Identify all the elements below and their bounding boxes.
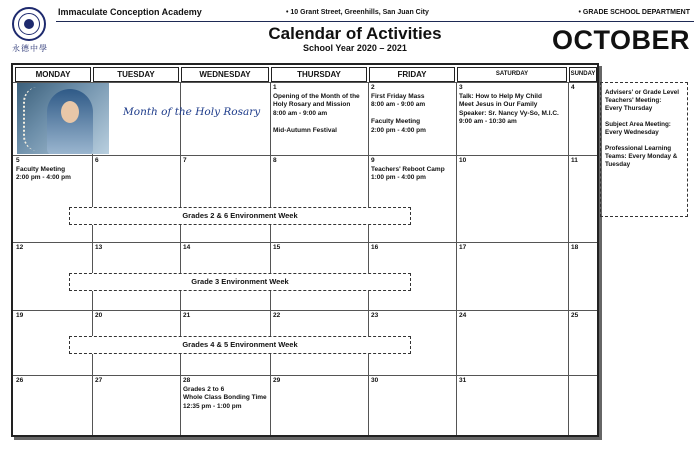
day-cell <box>456 242 568 255</box>
day-cell <box>270 82 368 138</box>
day-header-friday: FRIDAY <box>369 67 455 82</box>
event-text: Speaker: Sr. Nancy Vy-So, M.I.C. <box>459 109 559 117</box>
page-title: Calendar of Activities <box>268 24 442 43</box>
day-number: 27 <box>95 377 103 384</box>
day-number: 26 <box>16 377 24 384</box>
day-cell <box>456 375 568 388</box>
event-text: First Friday Mass <box>371 92 425 100</box>
calendar-grid <box>11 63 599 437</box>
day-number: 30 <box>371 377 379 384</box>
event-text: Mid-Autumn Festival <box>273 126 337 134</box>
school-address: • 10 Grant Street, Greenhills, San Juan City <box>286 9 429 16</box>
event-text: Holy Rosary and Mission <box>273 101 351 109</box>
virgin-mary-image <box>17 83 109 154</box>
day-cell <box>568 310 598 323</box>
day-cell <box>180 310 270 323</box>
event-text: 12:35 pm - 1:00 pm <box>183 402 242 410</box>
header-rule <box>56 21 694 22</box>
day-header-tuesday: TUESDAY <box>93 67 179 82</box>
event-text: Talk: How to Help My Child <box>459 92 542 100</box>
day-number: 9 <box>371 157 375 164</box>
schedule-note: Professional Learning Teams: Every Monday & Tuesday <box>605 145 678 168</box>
day-cell <box>270 155 368 168</box>
event-text: Faculty Meeting <box>371 118 421 126</box>
event-text: 1:00 pm - 4:00 pm <box>371 174 426 182</box>
grid-line <box>568 82 569 435</box>
day-number: 18 <box>571 244 579 251</box>
day-number: 6 <box>95 157 99 164</box>
day-number: 21 <box>183 312 191 319</box>
day-cell <box>270 375 368 388</box>
day-cell <box>180 155 270 168</box>
day-number: 12 <box>16 244 24 251</box>
day-cell <box>368 310 456 323</box>
day-cell <box>368 375 456 388</box>
environment-week-band: Grades 4 & 5 Environment Week <box>69 336 411 354</box>
day-cell <box>456 82 568 129</box>
day-number: 10 <box>459 157 467 164</box>
day-cell <box>180 375 270 413</box>
day-number: 8 <box>273 157 277 164</box>
event-text: Opening of the Month of the <box>273 92 360 100</box>
event-text: 8:00 am - 9:00 am <box>273 109 328 117</box>
school-name: Immaculate Conception Academy <box>58 7 202 17</box>
day-number: 7 <box>183 157 187 164</box>
event-text: 2:00 pm - 4:00 pm <box>16 174 71 182</box>
day-header-sunday: SUNDAY <box>569 67 597 82</box>
event-text: Teachers' Reboot Camp <box>371 165 445 173</box>
day-number: 31 <box>459 377 467 384</box>
environment-week-band: Grade 3 Environment Week <box>69 273 411 291</box>
schedule-note: Subject Area Meeting: Every Wednesday <box>605 121 671 136</box>
day-cell <box>13 375 92 388</box>
month-title: OCTOBER <box>551 25 690 55</box>
school-logo <box>12 7 46 41</box>
day-cell <box>13 155 92 185</box>
day-cell <box>180 242 270 255</box>
day-cell <box>270 242 368 255</box>
logo-caption: 永德中學 <box>12 44 48 53</box>
day-number: 19 <box>16 312 24 319</box>
day-cell <box>456 155 568 168</box>
day-number: 14 <box>183 244 191 251</box>
day-number: 15 <box>273 244 281 251</box>
day-number: 25 <box>571 312 579 319</box>
day-number: 22 <box>273 312 281 319</box>
event-text: Whole Class Bonding Time <box>183 394 267 402</box>
environment-week-band: Grades 2 & 6 Environment Week <box>69 207 411 225</box>
day-number: 13 <box>95 244 103 251</box>
day-cell <box>92 242 180 255</box>
day-cell <box>568 82 598 95</box>
day-header-monday: MONDAY <box>15 67 91 82</box>
event-text <box>273 118 365 127</box>
event-text: 2:00 pm - 4:00 pm <box>371 126 426 134</box>
day-number: 2 <box>371 84 375 91</box>
day-number: 20 <box>95 312 103 319</box>
day-cell <box>92 310 180 323</box>
day-cell <box>92 375 180 388</box>
event-text: 8:00 am - 9:00 am <box>371 101 426 109</box>
day-header-thursday: THURSDAY <box>271 67 367 82</box>
day-cell <box>368 155 456 185</box>
day-number: 4 <box>571 84 575 91</box>
schedule-note: Advisers' or Grade Level Teachers' Meeting: Every Thursday <box>605 89 679 112</box>
day-number: 16 <box>371 244 379 251</box>
day-number: 5 <box>16 157 20 164</box>
day-cell <box>568 242 598 255</box>
day-number: 3 <box>459 84 463 91</box>
day-cell <box>368 242 456 255</box>
day-number: 24 <box>459 312 467 319</box>
meeting-schedule-notes <box>600 82 688 217</box>
day-cell <box>13 242 92 255</box>
day-cell <box>270 310 368 323</box>
event-text: Faculty Meeting <box>16 165 66 173</box>
event-text: Grades 2 to 6 <box>183 385 225 393</box>
holy-rosary-banner <box>13 82 270 155</box>
day-number: 1 <box>273 84 277 91</box>
day-cell <box>368 82 456 138</box>
day-header-wednesday: WEDNESDAY <box>181 67 269 82</box>
school-year: School Year 2020 – 2021 <box>303 43 407 53</box>
day-number: 29 <box>273 377 281 384</box>
day-number: 17 <box>459 244 467 251</box>
day-number: 23 <box>371 312 379 319</box>
event-text <box>371 110 453 119</box>
banner-caption: Month of the Holy Rosary <box>123 106 261 118</box>
day-cell <box>568 375 598 379</box>
day-number: 28 <box>183 377 191 384</box>
day-header-saturday: SATURDAY <box>457 67 567 82</box>
day-number: 11 <box>571 157 578 164</box>
event-text: 9:00 am - 10:30 am <box>459 118 517 126</box>
day-cell <box>13 310 92 323</box>
department-label: • GRADE SCHOOL DEPARTMENT <box>578 9 690 16</box>
day-cell <box>456 310 568 323</box>
day-cell <box>568 155 598 168</box>
event-text: Meet Jesus in Our Family <box>459 101 538 109</box>
day-cell <box>92 155 180 168</box>
